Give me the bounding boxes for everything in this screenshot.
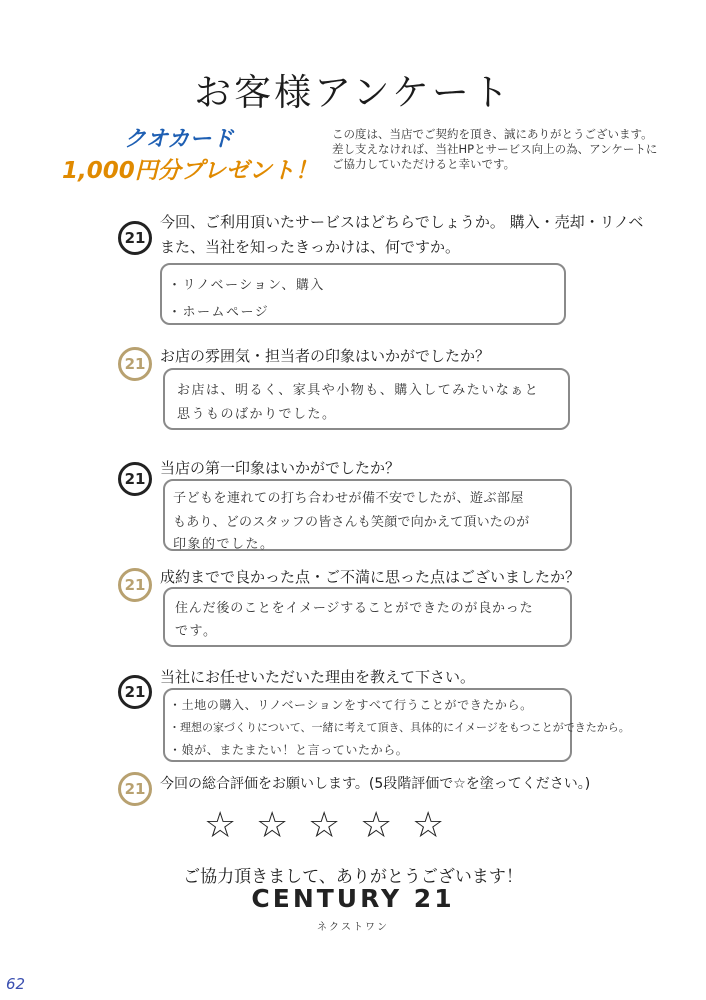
- promo-banner: [62, 122, 332, 188]
- intro-text: [332, 127, 692, 172]
- answer-3-line-2: もあり、どのスタッフの皆さんも笑顔で向かえて頂いたのが: [173, 515, 530, 530]
- question-3: 当店の第一印象はいかがでしたか？: [160, 459, 401, 477]
- answer-box-5[interactable]: [163, 688, 630, 762]
- rating-star-4[interactable]: ☆: [360, 805, 393, 846]
- brand-subtitle: ネクストワン: [317, 922, 389, 933]
- promo-line-1: クオカード: [124, 127, 234, 152]
- thanks-message: ご協力頂きまして、ありがとうございます！: [183, 867, 523, 887]
- rating-star-2[interactable]: ☆: [256, 805, 289, 846]
- answer-box-1[interactable]: [160, 263, 566, 325]
- answer-3-line-1: 子どもを連れての打ち合わせが備不安でしたが、遊ぶ部屋: [173, 491, 525, 506]
- answer-3-line-3: 印象的でした。: [173, 537, 275, 552]
- rating-star-3[interactable]: ☆: [308, 805, 341, 846]
- answer-2-line-1: お店は、明るく、家具や小物も、購入してみたいなぁと: [177, 383, 540, 398]
- answer-4-line-2: です。: [175, 624, 218, 639]
- century21-logo-icon: 21: [118, 347, 152, 381]
- century21-logo-icon: 21: [118, 221, 152, 255]
- question-2: お店の雰囲気・担当者の印象はいかがでしたか？: [160, 347, 491, 365]
- intro-line: ご協力していただけると幸いです。: [332, 157, 516, 171]
- century21-logo-icon: 21: [118, 772, 152, 806]
- answer-1-line-1: ・リノベーション、購入: [168, 278, 325, 293]
- rating-star-1[interactable]: ☆: [204, 805, 237, 846]
- question-6: 今回の総合評価をお願いします。(5段階評価で☆を塗ってください。): [160, 776, 591, 792]
- question-1-line-1: 今回、ご利用頂いたサービスはどちらでしょうか。 購入・売却・リノベ: [160, 213, 644, 231]
- intro-line: 差し支えなければ、当社HPとサービス向上の為、アンケートに: [332, 142, 658, 156]
- century21-logo-icon: 21: [118, 462, 152, 496]
- answer-2-line-2: 思うものばかりでした。: [177, 407, 337, 422]
- answer-4-line-1: 住んだ後のことをイメージすることができたのが良かった: [175, 601, 534, 616]
- promo-line-2: 1,000円分プレゼント！: [62, 158, 318, 184]
- rating-star-5[interactable]: ☆: [412, 805, 445, 846]
- answer-5-line-2: ・理想の家づくりについて、一緒に考えて頂き、具体的にイメージをもつことができたから。: [169, 721, 630, 734]
- intro-line: この度は、当店でご契約を頂き、誠にありがとうございます。: [332, 127, 653, 141]
- answer-box-3[interactable]: [163, 479, 572, 551]
- question-4: 成約までで良かった点・ご不満に思った点はございましたか？: [160, 568, 581, 586]
- answer-box-4[interactable]: [163, 587, 572, 647]
- century21-logo-icon: 21: [118, 675, 152, 709]
- question-1-line-2: また、当社を知ったきっかけは、何ですか。: [160, 238, 461, 256]
- answer-box-2[interactable]: [163, 368, 570, 430]
- century21-logo-icon: 21: [118, 568, 152, 602]
- page-title: お客様アンケート: [194, 71, 512, 114]
- answer-5-line-1: ・土地の購入、リノベーションをすべて行うことができたから。: [169, 698, 533, 712]
- question-5: 当社にお任せいただいた理由を教えて下さい。: [160, 668, 476, 686]
- answer-1-line-2: ・ホームページ: [168, 305, 270, 320]
- brand-logo: CENTURY 21: [251, 884, 455, 913]
- rating-stars[interactable]: [204, 806, 456, 846]
- page-number: 62: [6, 975, 26, 993]
- answer-5-line-3: ・娘が、またまたい！と言っていたから。: [169, 743, 409, 757]
